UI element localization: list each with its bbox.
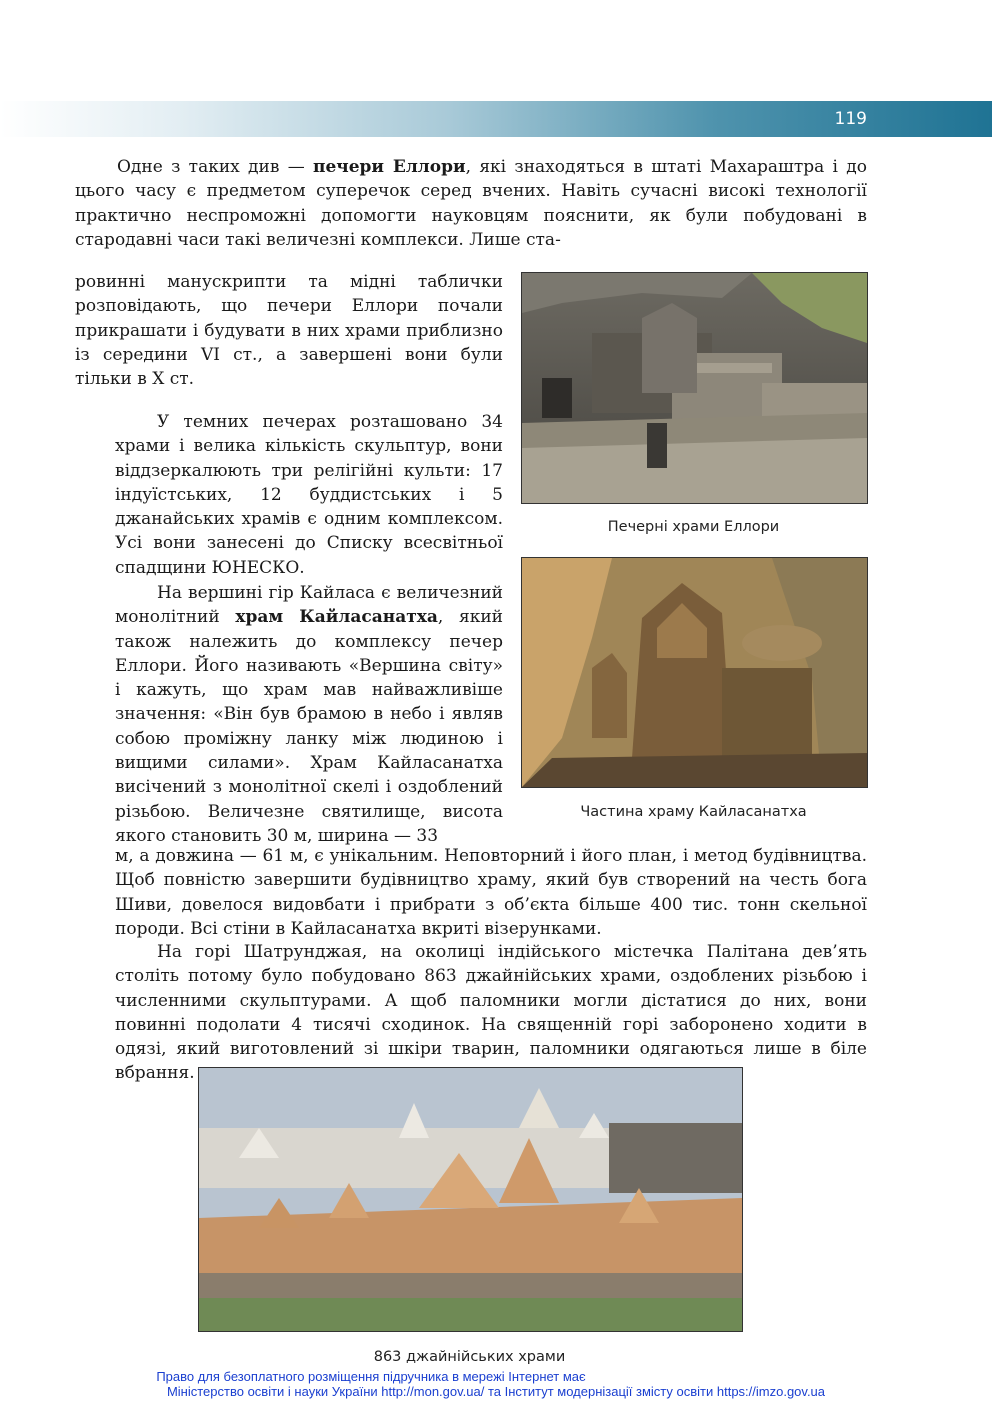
bold-term-kailasa: храм Кайласанатха (235, 607, 438, 628)
footer-ministry-line: Міністерство освіти і науки України http://mon.gov.ua/ та Інститут модернізації змісту освіти https://imzo.gov.ua (166, 1384, 826, 1399)
paragraph-shatrunjaya (115, 940, 867, 1086)
text-segment: У темних печерах розташовано 34 храми і велика кількість скульптур, вони віддзеркалюють три релігійні культи: 17 індуїстських, 12 буддистських і 5 джанайських храмів є одним комплексом. Усі вони занесені до Списку всесвітньої спадщини ЮНЕСКО. (115, 412, 503, 578)
page-number: 119 (834, 109, 867, 129)
text-segment: На горі Шатрунджая, на околиці індійського містечка Палітана дев’ять століть потому було побудовано 863 джайнійських храми, оздоблених різьбою і численними скульптурами. А щоб паломники могли дістатися до них, вони повинні подолати 4 тисячі сходинок. На священній горі заборонено ходити в одязі, який виготовлений зі шкіри тварин, паломники одягаються лише в біле вбрання. (115, 942, 867, 1084)
caption-ellora: Печерні храми Еллори (607, 519, 780, 535)
caption-jain-temples: 863 джайнійських храми (373, 1349, 566, 1365)
text-segment: На вершині гір Кайласа є величезний монолітний (115, 583, 503, 628)
text-segment: , який також належить до комплексу печер Еллори. Його називають «Вершина світу» і кажуть, що храм мав найважливіше значення: «Він був брамою в небо і являв собою проміжну ланку між людиною і вищими силами». Храм Кайласанатха висічений з монолітної скелі і оздоблений різьбою. Величезне святилище, висота якого становить 30 м, ширина — 33 (115, 607, 504, 846)
bold-term-ellora: печери Еллори (313, 157, 466, 177)
caption-kailasanatha: Частина храму Кайласанатха (580, 804, 807, 820)
paragraph-ellora-intro-continued (75, 270, 503, 391)
paragraph-kailasa (115, 581, 503, 848)
photo-kailasanatha-temple (521, 557, 868, 788)
photo-ellora-caves (521, 272, 868, 504)
photo-jain-temples (198, 1067, 743, 1332)
footer-rights-line: Право для безоплатного розміщення підручника в мережі Інтернет має (156, 1369, 586, 1384)
text-segment: м, а довжина — 61 м, є унікальним. Неповторний і його план, і метод будівництва. Щоб повністю завершити будівництво храму, який був створений на честь бога Шиви, довелося видовбати і прибрати з об’єкта більше 400 тис. тонн скельної породи. Всі стіни в Кайласанатха вкриті візерунками. (115, 846, 867, 939)
paragraph-kailasa-continued (115, 844, 867, 941)
paragraph-ellora-intro (75, 155, 867, 252)
text-segment: ровинні манускрипти та мідні таблички розповідають, що печери Еллори почали прикрашати і будувати в них храми приблизно із середини VI ст., а завершені вони були тільки в X ст. (75, 272, 503, 390)
text-segment: , які знаходяться в штаті Махараштра і до цього часу є предметом суперечок серед вчених. Навіть сучасні високі технології практично неспроможні допомогти науковцям пояснити, як були побудовані в стародавні часи такі величезні комплекси. Лише ста- (75, 157, 867, 250)
paragraph-cave-temples (115, 410, 503, 580)
text-segment: Одне з таких див — (117, 157, 314, 177)
